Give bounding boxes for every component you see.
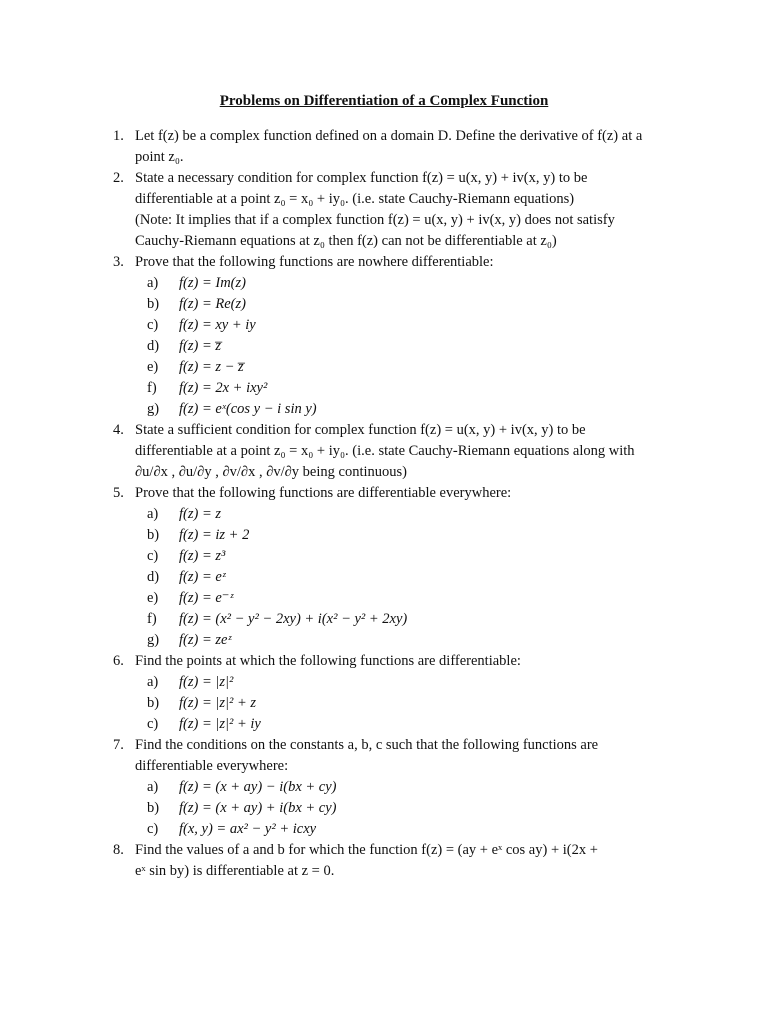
problem-number: 4. (113, 422, 124, 438)
subproblem-item (147, 630, 673, 651)
problem-text-line: Let f(z) be a complex function defined on a domain D. Define the derivative of f(z) at a (135, 128, 643, 144)
subproblem-item (147, 546, 673, 567)
problem-number: 2. (113, 170, 124, 186)
problem-text-line: Find the conditions on the constants a, b, c such that the following functions are (135, 737, 599, 753)
subproblem-item (147, 609, 673, 630)
subproblem-label: b) (147, 527, 160, 543)
subproblem-item (147, 294, 673, 315)
subproblem-item (147, 357, 673, 378)
page-title: Problems on Differentiation of a Complex Function (219, 93, 549, 109)
subproblem-item (147, 798, 673, 819)
problem-list (113, 126, 673, 882)
subproblem-formula: f(z) = Re(z) (179, 296, 246, 312)
subproblem-item (147, 399, 673, 420)
subproblem-label: e) (147, 590, 159, 606)
subproblem-formula: f(z) = z̅ (179, 338, 222, 354)
problem-number: 7. (113, 737, 124, 753)
subproblem-item (147, 777, 673, 798)
subproblem-label: a) (147, 779, 159, 795)
problem-text-line: State a necessary condition for complex function f(z) = u(x, y) + iv(x, y) to be (135, 170, 588, 186)
subproblem-item (147, 315, 673, 336)
problem-text-line: differentiable at a point z₀ = x₀ + iy₀. (i.e. state Cauchy-Riemann equations along with (135, 443, 635, 459)
problem-text-line: differentiable at a point z₀ = x₀ + iy₀. (i.e. state Cauchy-Riemann equations) (135, 191, 575, 207)
subproblem-formula: f(z) = zeᶻ (179, 632, 231, 648)
problem-text-line: Prove that the following functions are differentiable everywhere: (135, 485, 512, 501)
problem-item (113, 735, 673, 840)
subproblem-list (147, 504, 673, 651)
problem-text-line: eˣ sin by) is differentiable at z = 0. (135, 863, 335, 879)
problem-item (113, 168, 673, 252)
subproblem-label: b) (147, 296, 160, 312)
problem-text-line: differentiable everywhere: (135, 758, 289, 774)
subproblem-formula: f(z) = e⁻ᶻ (179, 590, 233, 606)
subproblem-formula: f(z) = Im(z) (179, 275, 246, 291)
subproblem-label: f) (147, 611, 157, 627)
subproblem-list (147, 777, 673, 840)
problem-number: 8. (113, 842, 124, 858)
subproblem-label: b) (147, 695, 160, 711)
problem-item (113, 651, 673, 735)
problem-number: 6. (113, 653, 124, 669)
subproblem-formula: f(z) = 2x + ixy² (179, 380, 268, 396)
problem-text-line: ∂u/∂x , ∂u/∂y , ∂v/∂x , ∂v/∂y being continuous) (135, 464, 407, 480)
subproblem-item (147, 336, 673, 357)
problem-item (113, 126, 673, 168)
problem-item (113, 840, 673, 882)
subproblem-item (147, 378, 673, 399)
problem-text-line: (Note: It implies that if a complex function f(z) = u(x, y) + iv(x, y) does not satisfy (135, 212, 615, 228)
problem-text-line: Find the points at which the following functions are differentiable: (135, 653, 521, 669)
problem-text-line: Prove that the following functions are nowhere differentiable: (135, 254, 494, 270)
subproblem-label: e) (147, 359, 159, 375)
subproblem-formula: f(z) = eˣ(cos y − i sin y) (179, 401, 317, 417)
problem-item (113, 252, 673, 420)
subproblem-label: d) (147, 569, 160, 585)
problem-item (113, 420, 673, 483)
subproblem-item (147, 672, 673, 693)
subproblem-formula: f(z) = z − z̅ (179, 359, 244, 375)
subproblem-item (147, 588, 673, 609)
subproblem-formula: f(z) = iz + 2 (179, 527, 250, 543)
subproblem-formula: f(z) = |z|² + z (179, 695, 257, 711)
subproblem-item (147, 714, 673, 735)
subproblem-label: d) (147, 338, 160, 354)
subproblem-formula: f(z) = |z|² (179, 674, 234, 690)
subproblem-label: a) (147, 506, 159, 522)
subproblem-list (147, 273, 673, 420)
subproblem-label: c) (147, 548, 159, 564)
subproblem-list (147, 672, 673, 735)
problem-number: 5. (113, 485, 124, 501)
subproblem-item (147, 504, 673, 525)
subproblem-label: c) (147, 716, 159, 732)
subproblem-label: c) (147, 317, 159, 333)
problem-text-line: Find the values of a and b for which the function f(z) = (ay + eˣ cos ay) + i(2x + (135, 842, 598, 858)
problem-text-line: Cauchy-Riemann equations at z₀ then f(z) can not be differentiable at z₀) (135, 233, 557, 249)
subproblem-formula: f(z) = (x + ay) − i(bx + cy) (179, 779, 337, 795)
subproblem-formula: f(z) = (x² − y² − 2xy) + i(x² − y² + 2xy) (179, 611, 408, 627)
subproblem-formula: f(x, y) = ax² − y² + icxy (179, 821, 317, 837)
subproblem-formula: f(z) = eᶻ (179, 569, 226, 585)
subproblem-label: f) (147, 380, 157, 396)
problem-number: 1. (113, 128, 124, 144)
subproblem-item (147, 525, 673, 546)
subproblem-item (147, 273, 673, 294)
subproblem-formula: f(z) = |z|² + iy (179, 716, 261, 732)
subproblem-item (147, 693, 673, 714)
subproblem-item (147, 567, 673, 588)
subproblem-label: b) (147, 800, 160, 816)
subproblem-item (147, 819, 673, 840)
subproblem-label: g) (147, 401, 160, 417)
problem-text-line: point z₀. (135, 149, 184, 165)
subproblem-label: g) (147, 632, 160, 648)
subproblem-formula: f(z) = (x + ay) + i(bx + cy) (179, 800, 337, 816)
subproblem-formula: f(z) = z³ (179, 548, 226, 564)
problem-number: 3. (113, 254, 124, 270)
subproblem-label: c) (147, 821, 159, 837)
problem-item (113, 483, 673, 651)
subproblem-formula: f(z) = z (179, 506, 222, 522)
subproblem-formula: f(z) = xy + iy (179, 317, 256, 333)
subproblem-label: a) (147, 674, 159, 690)
problem-text-line: State a sufficient condition for complex function f(z) = u(x, y) + iv(x, y) to be (135, 422, 586, 438)
subproblem-label: a) (147, 275, 159, 291)
